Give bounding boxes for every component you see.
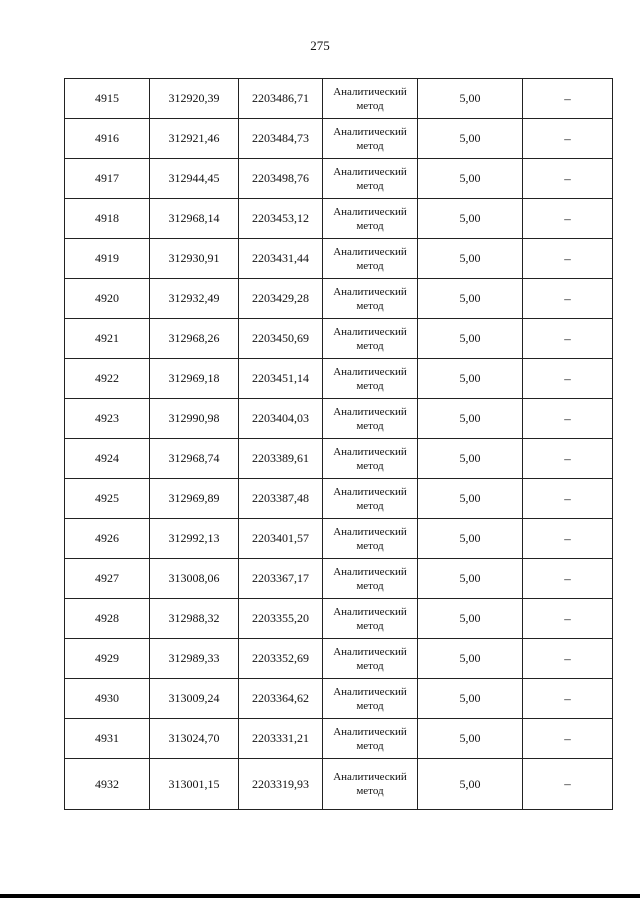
method-line-1: Аналитический (333, 445, 407, 458)
y-coordinate-cell: 2203451,14 (239, 359, 323, 399)
y-coordinate-cell: 2203387,48 (239, 479, 323, 519)
method-line-2: метод (356, 99, 384, 112)
point-number-cell: 4916 (65, 119, 150, 159)
y-coordinate-cell: 2203352,69 (239, 639, 323, 679)
method-line-2: метод (356, 539, 384, 552)
method-line-2: метод (356, 139, 384, 152)
method-line-2: метод (356, 379, 384, 392)
x-coordinate-cell: 312992,13 (150, 519, 239, 559)
table-row (65, 159, 613, 199)
note-cell: – (523, 279, 613, 319)
coordinates-table (64, 78, 613, 810)
table-row (65, 719, 613, 759)
method-line-1: Аналитический (333, 85, 407, 98)
accuracy-value-cell: 5,00 (418, 599, 523, 639)
method-line-1: Аналитический (333, 285, 407, 298)
method-line-1: Аналитический (333, 365, 407, 378)
note-cell: – (523, 319, 613, 359)
x-coordinate-cell: 312932,49 (150, 279, 239, 319)
accuracy-value-cell: 5,00 (418, 79, 523, 119)
method-cell (323, 599, 418, 639)
accuracy-value-cell: 5,00 (418, 239, 523, 279)
method-line-2: метод (356, 659, 384, 672)
y-coordinate-cell: 2203401,57 (239, 519, 323, 559)
x-coordinate-cell: 313009,24 (150, 679, 239, 719)
method-line-2: метод (356, 785, 384, 797)
method-line-1: Аналитический (333, 725, 407, 738)
y-coordinate-cell: 2203431,44 (239, 239, 323, 279)
accuracy-value-cell: 5,00 (418, 199, 523, 239)
table-row (65, 319, 613, 359)
method-cell (323, 279, 418, 319)
method-cell (323, 319, 418, 359)
y-coordinate-cell: 2203364,62 (239, 679, 323, 719)
table-row (65, 239, 613, 279)
method-line-1: Аналитический (333, 565, 407, 578)
point-number-cell: 4921 (65, 319, 150, 359)
x-coordinate-cell: 312968,14 (150, 199, 239, 239)
table-row (65, 79, 613, 119)
point-number-cell: 4924 (65, 439, 150, 479)
x-coordinate-cell: 312969,18 (150, 359, 239, 399)
point-number-cell: 4915 (65, 79, 150, 119)
note-cell: – (523, 119, 613, 159)
y-coordinate-cell: 2203429,28 (239, 279, 323, 319)
table-row (65, 199, 613, 239)
point-number-cell: 4917 (65, 159, 150, 199)
method-line-2: метод (356, 579, 384, 592)
method-cell (323, 359, 418, 399)
x-coordinate-cell: 312988,32 (150, 599, 239, 639)
method-line-2: метод (356, 339, 384, 352)
note-cell: – (523, 399, 613, 439)
method-line-2: метод (356, 619, 384, 632)
method-line-2: метод (356, 259, 384, 272)
accuracy-value-cell: 5,00 (418, 359, 523, 399)
y-coordinate-cell: 2203486,71 (239, 79, 323, 119)
table-row (65, 559, 613, 599)
method-line-2: метод (356, 219, 384, 232)
point-number-cell: 4918 (65, 199, 150, 239)
method-cell (323, 639, 418, 679)
method-line-2: метод (356, 739, 384, 752)
page-number: 275 (310, 38, 330, 53)
accuracy-value-cell: 5,00 (418, 399, 523, 439)
note-cell: – (523, 439, 613, 479)
x-coordinate-cell: 312968,26 (150, 319, 239, 359)
point-number-cell: 4925 (65, 479, 150, 519)
y-coordinate-cell: 2203367,17 (239, 559, 323, 599)
y-coordinate-cell: 2203389,61 (239, 439, 323, 479)
x-coordinate-cell: 312921,46 (150, 119, 239, 159)
method-line-1: Аналитический (333, 245, 407, 258)
accuracy-value-cell: 5,00 (418, 679, 523, 719)
x-coordinate-cell: 313001,15 (150, 759, 239, 810)
point-number-cell: 4932 (65, 759, 150, 810)
method-cell (323, 399, 418, 439)
y-coordinate-cell: 2203453,12 (239, 199, 323, 239)
point-number-cell: 4929 (65, 639, 150, 679)
method-cell (323, 759, 418, 810)
table-row (65, 279, 613, 319)
method-line-1: Аналитический (333, 405, 407, 418)
method-line-2: метод (356, 699, 384, 712)
y-coordinate-cell: 2203404,03 (239, 399, 323, 439)
method-line-2: метод (356, 419, 384, 432)
table-row (65, 359, 613, 399)
method-cell (323, 719, 418, 759)
note-cell: – (523, 559, 613, 599)
accuracy-value-cell: 5,00 (418, 639, 523, 679)
x-coordinate-cell: 312990,98 (150, 399, 239, 439)
x-coordinate-cell: 312968,74 (150, 439, 239, 479)
x-coordinate-cell: 313024,70 (150, 719, 239, 759)
point-number-cell: 4923 (65, 399, 150, 439)
method-line-2: метод (356, 499, 384, 512)
table-row (65, 399, 613, 439)
y-coordinate-cell: 2203450,69 (239, 319, 323, 359)
point-number-cell: 4926 (65, 519, 150, 559)
scan-edge-rule (0, 894, 640, 898)
note-cell: – (523, 359, 613, 399)
method-cell (323, 159, 418, 199)
note-cell: – (523, 479, 613, 519)
y-coordinate-cell: 2203331,21 (239, 719, 323, 759)
accuracy-value-cell: 5,00 (418, 279, 523, 319)
method-line-1: Аналитический (333, 771, 407, 783)
y-coordinate-cell: 2203498,76 (239, 159, 323, 199)
accuracy-value-cell: 5,00 (418, 439, 523, 479)
point-number-cell: 4927 (65, 559, 150, 599)
note-cell: – (523, 719, 613, 759)
method-cell (323, 439, 418, 479)
accuracy-value-cell: 5,00 (418, 479, 523, 519)
accuracy-value-cell: 5,00 (418, 519, 523, 559)
method-line-1: Аналитический (333, 485, 407, 498)
accuracy-value-cell: 5,00 (418, 559, 523, 599)
method-cell (323, 79, 418, 119)
note-cell: – (523, 599, 613, 639)
note-cell: – (523, 199, 613, 239)
method-cell (323, 119, 418, 159)
point-number-cell: 4920 (65, 279, 150, 319)
method-line-1: Аналитический (333, 685, 407, 698)
method-cell (323, 239, 418, 279)
table-row (65, 759, 613, 810)
table-row (65, 679, 613, 719)
table-row (65, 439, 613, 479)
table-row (65, 479, 613, 519)
method-cell (323, 559, 418, 599)
x-coordinate-cell: 312989,33 (150, 639, 239, 679)
note-cell: – (523, 239, 613, 279)
method-line-1: Аналитический (333, 205, 407, 218)
accuracy-value-cell: 5,00 (418, 159, 523, 199)
note-cell: – (523, 759, 613, 810)
y-coordinate-cell: 2203355,20 (239, 599, 323, 639)
x-coordinate-cell: 313008,06 (150, 559, 239, 599)
table-body (65, 79, 613, 810)
x-coordinate-cell: 312930,91 (150, 239, 239, 279)
point-number-cell: 4919 (65, 239, 150, 279)
accuracy-value-cell: 5,00 (418, 119, 523, 159)
note-cell: – (523, 679, 613, 719)
method-line-1: Аналитический (333, 325, 407, 338)
y-coordinate-cell: 2203319,93 (239, 759, 323, 810)
method-line-2: метод (356, 459, 384, 472)
point-number-cell: 4928 (65, 599, 150, 639)
y-coordinate-cell: 2203484,73 (239, 119, 323, 159)
method-line-1: Аналитический (333, 645, 407, 658)
note-cell: – (523, 639, 613, 679)
point-number-cell: 4931 (65, 719, 150, 759)
accuracy-value-cell: 5,00 (418, 719, 523, 759)
accuracy-value-cell: 5,00 (418, 319, 523, 359)
method-line-1: Аналитический (333, 605, 407, 618)
x-coordinate-cell: 312944,45 (150, 159, 239, 199)
table-row (65, 639, 613, 679)
note-cell: – (523, 519, 613, 559)
x-coordinate-cell: 312969,89 (150, 479, 239, 519)
method-line-1: Аналитический (333, 525, 407, 538)
accuracy-value-cell: 5,00 (418, 759, 523, 810)
method-line-2: метод (356, 179, 384, 192)
method-line-1: Аналитический (333, 165, 407, 178)
method-line-2: метод (356, 299, 384, 312)
table-row (65, 599, 613, 639)
method-cell (323, 479, 418, 519)
method-cell (323, 519, 418, 559)
table-row (65, 519, 613, 559)
point-number-cell: 4930 (65, 679, 150, 719)
x-coordinate-cell: 312920,39 (150, 79, 239, 119)
table-row (65, 119, 613, 159)
point-number-cell: 4922 (65, 359, 150, 399)
method-cell (323, 679, 418, 719)
method-line-1: Аналитический (333, 125, 407, 138)
method-cell (323, 199, 418, 239)
note-cell: – (523, 159, 613, 199)
note-cell: – (523, 79, 613, 119)
